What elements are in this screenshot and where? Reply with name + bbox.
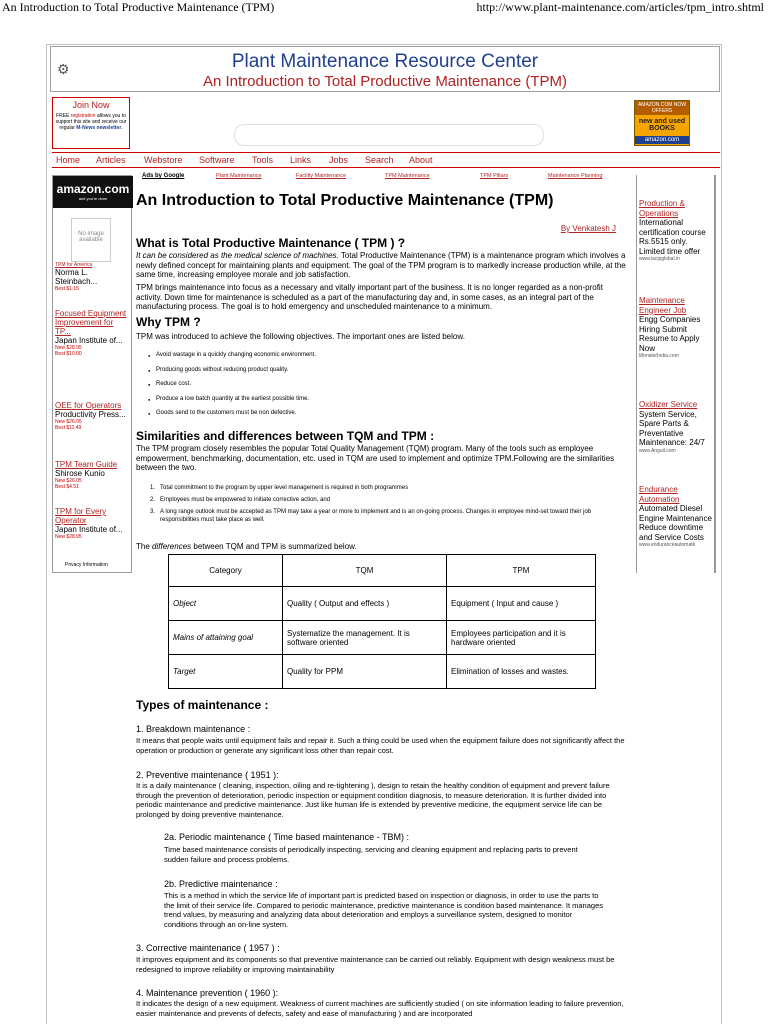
type-title: 1. Breakdown maintenance : [136,724,251,734]
join-box [52,97,130,149]
right-ad-title-link[interactable]: Production & Operations [639,199,685,218]
similarities-list [150,484,630,528]
table-row: Object Quality ( Output and effects ) Equipment ( Input and cause ) [169,587,596,621]
table-row: Mains of attaining goal Systematize the management. It is software oriented Employees participation and it is hardware oriented [169,621,596,655]
heading-why-tpm: Why TPM ? [136,315,201,329]
ad-link[interactable]: Facility Maintenance [296,173,347,179]
type-title: 3. Corrective maintenance ( 1957 ) : [136,943,280,953]
ad-link[interactable]: Plant Maintenance [216,173,262,179]
what-paragraph: It can be considered as the medical science of machines. Total Productive Maintenance (TPM) is a maintenance program which involves a newly defined concept for maintaining plants and equipment. The goal of the TPM program is to markedly increase production while, at the same time, increasing employee morale and job satisfaction. [136,251,626,279]
nav-links[interactable]: Links [290,155,312,165]
list-item: ● Reduce cost. [156,377,316,392]
ads-by-google-link[interactable]: Ads by Google [142,173,185,179]
nav-search[interactable]: Search [365,155,394,165]
google-ads-row [142,173,624,183]
right-ad-title-link[interactable]: Maintenance Engineer Job [639,296,687,315]
right-ad-title-link[interactable]: Oxidizer Service [639,400,698,409]
join-now-link[interactable]: Join Now [72,100,110,110]
nav-articles[interactable]: Articles [96,155,126,165]
list-item: 1. Total commitment to the program by upper level management is required in both programmes [150,485,409,491]
site-subtitle: An Introduction to Total Productive Maintenance (TPM) [202,73,568,90]
right-ad: Production & Operations International certification course Rs.5515 only. Limited time offer www.iacipglobal.in [639,199,715,263]
table-row: Target Quality for PPM Elimination of losses and wastes. [169,655,596,689]
type-body: It is a daily maintenance ( cleaning, inspection, oiling and re-tightening ), design to retain the healthy condition of equipment and prevent failure through the prevention of deterioration, periodic inspection or equipment condition diagnosis, to measure deterioration. It is further divided into periodic maintenance and predictive maintenance. Just like human life is extended by preventive medicine, the equipment service life can be prolonged by doing preventive maintenance. [136,781,610,819]
heading-what-is-tpm: What is Total Productive Maintenance ( TPM ) ? [136,236,406,250]
right-ad-title-link[interactable]: Endurance Automation [639,485,680,504]
type-body: It indicates the design of a new equipment. Weakness of current machines are sufficiently studied ( on site information leading to failure prevention, easier maintenance and prevents of defects, safety and ease of manufacturing ) and are incorporated [136,999,624,1018]
join-text: FREE registration allows you to support this site and receive our regular M-News newsletter. [55,113,127,131]
list-item: ● Goods send to the customers must be non defective. [156,406,316,421]
type-title: 2b. Predictive maintenance : [164,879,278,889]
book-item: TPM for Every Operator Japan Institute of... New $28.95 [55,507,131,540]
what-paragraph-2: TPM brings maintenance into focus as a necessary and vitally important part of the business. It is no longer regarded as a non-profit activity. Down time for maintenance is scheduled as a part of the manufacturing day and, in some cases, as an integral part of the manufacturing process. The goal is to hold emergency and unscheduled maintenance to a minimum. [136,283,603,311]
type-title: 2a. Periodic maintenance ( Time based maintenance - TBM) : [164,832,409,842]
list-item: ● Produce a low batch quantity at the earliest possible time. [156,392,316,407]
type-body: It improves equipment and its components so that preventive maintenance can be carried out reliably. Equipment with design weakness must be redesigned to improve reliability or improving maintainability [136,955,615,974]
table-header-row: Category TQM TPM [169,555,596,587]
main-nav [52,152,720,168]
similarities-paragraph: The TPM program closely resembles the popular Total Quality Management (TQM) program. Many of the tools such as employee empowerment, benchmarking, documentation, etc. used in TQM are used to implement and optimize TPM.Following are the similarities between the two. [136,444,615,472]
tqm-tpm-table [168,554,596,689]
right-sidebar [636,175,716,573]
why-intro: TPM was introduced to achieve the following objectives. The important ones are listed below. [136,332,465,341]
book-item: Focused Equipment Improvement for TP... Japan Institute of... New $28.95 Best $10.00 [55,309,131,357]
type-body: It means that people waits until equipment fails and repair it. Such a thing could be used when the equipment failure does not significantly affect the operation or production or generate any significant loss other than repair cost. [136,736,625,755]
nav-jobs[interactable]: Jobs [329,155,349,165]
book-title-link[interactable]: OEE for Operators [55,401,122,410]
site-banner [50,46,720,92]
objectives-list [156,348,316,421]
page-frame [46,44,722,1024]
registration-link[interactable]: registration [70,113,96,119]
nav-webstore[interactable]: Webstore [144,155,183,165]
newsletter-link[interactable]: M-News newsletter [76,125,122,131]
print-header [0,0,768,16]
left-sidebar [52,175,132,573]
heading-similarities: Similarities and differences between TQM and TPM : [136,429,435,443]
book-item: TPM Team Guide Shirose Kunio New $26.05 Best $4.51 [55,460,131,490]
nav-software[interactable]: Software [199,155,235,165]
book-title-link[interactable]: TPM for America [55,262,93,268]
book-item: TPM for America Norma L. Steinbach... Best $1.15 [55,262,131,292]
search-box[interactable] [234,124,544,146]
list-item: ● Producing goods without reducing product quality. [156,363,316,378]
list-item: 3. A long range outlook must be accepted as TPM may take a year or more to implement and is an on-going process. Changes in employee mind-set toward their job responsibilities must take place as well. [150,509,592,523]
book-title-link[interactable]: TPM for Every Operator [55,507,107,525]
types-heading: Types of maintenance : [136,698,269,712]
author-link[interactable]: By Venkatesh J [560,224,616,233]
nav-tools[interactable]: Tools [252,155,274,165]
book-item: OEE for Operators Productivity Press... New $26.05 Best $11.49 [55,401,131,431]
ad-link[interactable]: TPM Maintenance [385,173,430,179]
amazon-banner-ad[interactable]: AMAZON.COM NOW OFFERS new and used BOOKS amazon.com [634,100,690,146]
type-title: 4. Maintenance prevention ( 1960 ): [136,988,279,998]
right-ad: Oxidizer Service System Service, Spare Parts & Preventative Maintenance: 24/7 www.Anguil.com [639,400,715,455]
nav-home[interactable]: Home [56,155,81,165]
differences-intro: The differences between TQM and TPM is summarized below. [136,542,357,551]
site-title: Plant Maintenance Resource Center [231,51,539,72]
book-title-link[interactable]: Focused Equipment Improvement for TP... [55,309,127,336]
right-ad: Endurance Automation Automated Diesel Engine Maintenance Reduce downtime and Service Costs www.enduranceautomatk [639,485,715,549]
ad-link[interactable]: TPM Pillars [480,173,509,179]
list-item: 2. Employees must be empowered to initiate corrective action, and [150,497,331,503]
ad-link[interactable]: Maintenance Planning [548,173,603,179]
type-title: 2. Preventive maintenance ( 1951 ): [136,770,279,780]
amazon-logo[interactable]: amazon.com and you're done [53,176,133,208]
article-title: An Introduction to Total Productive Maintenance (TPM) [136,192,554,209]
list-item: ● Avoid wastage in a quickly changing economic environment. [156,348,316,363]
type-body: Time based maintenance consists of periodically inspecting, servicing and cleaning equipment and replacing parts to prevent sudden failure and process problems. [164,845,578,864]
print-title: An Introduction to Total Productive Maintenance (TPM) [2,0,275,14]
no-image-placeholder: No image available [71,218,111,262]
print-url: http://www.plant-maintenance.com/articles/tpm_intro.shtml [476,0,764,14]
book-title-link[interactable]: TPM Team Guide [55,460,118,469]
privacy-link[interactable]: Privacy Information [65,562,108,568]
nav-about[interactable]: About [409,155,433,165]
right-ad: Maintenance Engineer Job Engg Companies Hiring Submit Resume to Apply Now MonsterIndia.com [639,296,715,360]
type-body: This is a method in which the service life of important part is predicted based on inspection or diagnosis, in order to use the parts to the limit of their service life. Compared to periodic maintenance, predictive maintenance is condition based maintenance. It manages trend values, by measuring and analyzing data about deterioration and employs a surveillance system, designed to monitor conditions through an on-line system. [164,891,603,929]
site-logo-icon[interactable]: ⚙ [57,61,70,77]
